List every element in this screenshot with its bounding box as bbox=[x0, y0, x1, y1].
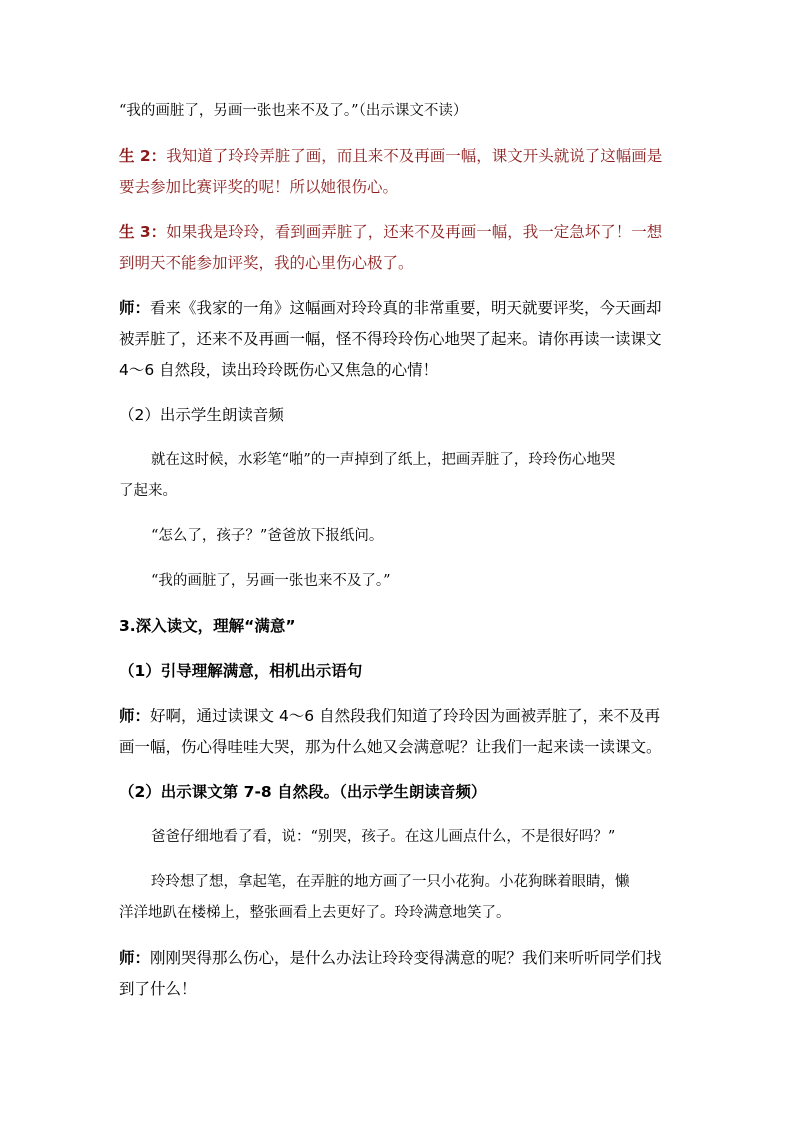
quote4: 爸爸仔细地看了看，说：“别哭，孩子。在这儿画点什么，不是很好吗？” bbox=[151, 829, 616, 845]
student3-line1 bbox=[119, 217, 679, 248]
quote5-line1: 玲玲想了想，拿起笔，在弄脏的地方画了一只小花狗。小花狗眯着眼睛，懒 bbox=[151, 874, 630, 890]
student3-label: 生 3： bbox=[119, 223, 167, 241]
teacher3-line1 bbox=[119, 943, 679, 974]
quote-line: “我的画脏了，另画一张也来不及了。”（出示课文不读） bbox=[119, 103, 468, 119]
quote1-line1: 就在这时候，水彩笔“啪”的一声掉到了纸上，把画弄脏了，玲玲伤心地哭 bbox=[151, 452, 616, 468]
teacher1-label: 师： bbox=[119, 299, 151, 317]
teacher3-line2: 到了什么！ bbox=[119, 980, 197, 998]
quote1-line2: 了起来。 bbox=[119, 483, 177, 499]
student2-text1: 我知道了玲玲弄脏了画，而且来不及再画一幅，课文开头就说了这幅画是 bbox=[166, 147, 663, 165]
teacher1-line2: 被弄脏了，还来不及再画一幅，怪不得玲玲伤心地哭了起来。请你再读一读课文 bbox=[119, 330, 662, 348]
student2-line2: 要去参加比赛评奖的呢！所以她很伤心。 bbox=[119, 178, 399, 196]
section-heading: 3.深入读文，理解“满意” bbox=[119, 617, 296, 635]
teacher2-line1 bbox=[119, 701, 679, 732]
subsection-heading-1: （1）引导理解满意，相机出示语句 bbox=[119, 662, 363, 680]
teacher1-text1: 看来《我家的一角》这幅画对玲玲真的非常重要，明天就要评奖，今天画却 bbox=[150, 299, 662, 317]
item-audio-heading: （2）出示学生朗读音频 bbox=[119, 406, 284, 424]
student3-line2: 到明天不能参加评奖，我的心里伤心极了。 bbox=[119, 254, 414, 272]
student3-text1: 如果我是玲玲，看到画弄脏了，还来不及再画一幅，我一定急坏了！一想 bbox=[166, 223, 663, 241]
student2-line1 bbox=[119, 141, 679, 172]
quote2: “怎么了，孩子？”爸爸放下报纸问。 bbox=[151, 528, 384, 544]
teacher3-text1: 刚刚哭得那么伤心，是什么办法让玲玲变得满意的呢？我们来听听同学们找 bbox=[150, 949, 662, 967]
student2-label: 生 2： bbox=[119, 147, 167, 165]
teacher2-label: 师： bbox=[119, 707, 151, 725]
teacher2-line2: 画一幅，伤心得哇哇大哭，那为什么她又会满意呢？让我们一起来读一读课文。 bbox=[119, 738, 662, 756]
teacher2-text1: 好啊，通过读课文 4～6 自然段我们知道了玲玲因为画被弄脏了，来不及再 bbox=[150, 707, 661, 725]
teacher1-line3: 4～6 自然段，读出玲玲既伤心又焦急的心情！ bbox=[119, 361, 439, 379]
teacher1-line1 bbox=[119, 293, 679, 324]
subsection-heading-2: （2）出示课文第 7-8 自然段。（出示学生朗读音频） bbox=[119, 783, 487, 801]
quote5-line2: 洋洋地趴在楼梯上，整张画看上去更好了。玲玲满意地笑了。 bbox=[119, 905, 511, 921]
teacher3-label: 师： bbox=[119, 949, 151, 967]
quote3: “我的画脏了，另画一张也来不及了。” bbox=[151, 573, 391, 589]
